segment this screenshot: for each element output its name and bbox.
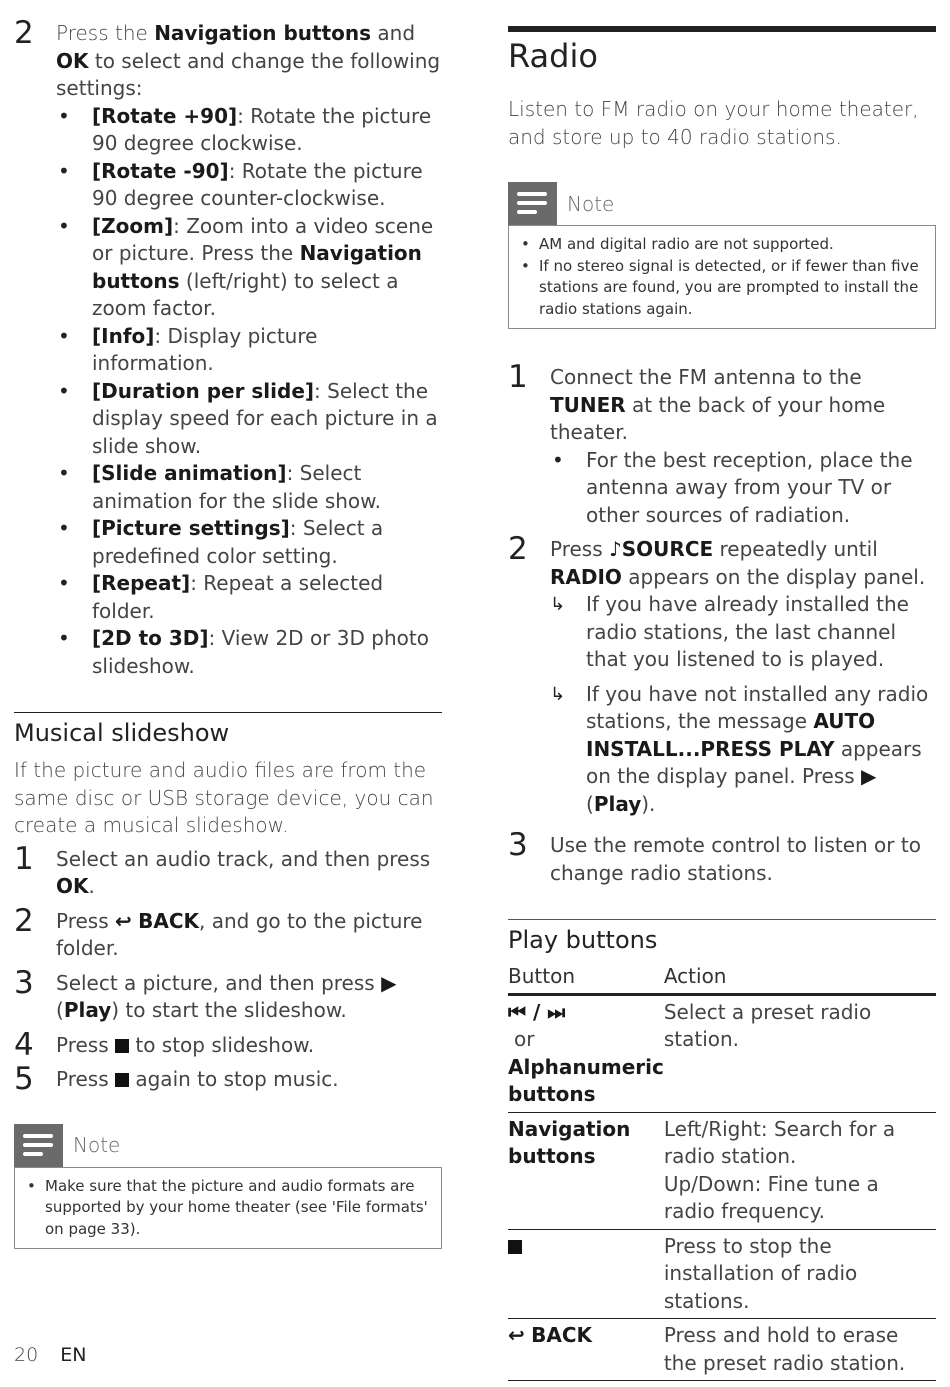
section-divider <box>508 919 936 920</box>
play-icon: ▶ <box>381 970 397 995</box>
list-item: • [2D to 3D]: View 2D or 3D photo slideshow. <box>56 625 442 680</box>
step-item: 2 Press ↩ BACK, and go to the picture folder. <box>14 902 423 960</box>
step-item: 4 Press to stop slideshow. <box>14 1026 315 1063</box>
stop-icon <box>115 1073 129 1087</box>
list-item: • [Zoom]: Zoom into a video scene or picture. Press the Navigation buttons (left/right) to select a zoom factor. <box>56 213 442 323</box>
music-note-icon: ♪ <box>609 537 622 561</box>
step-item: 5 Press again to stop music. <box>14 1061 339 1097</box>
stop-icon <box>508 1240 522 1254</box>
right-column <box>508 0 936 1381</box>
prev-next-icon: ⏮ / ⏭ <box>508 999 566 1024</box>
language-code: EN <box>60 1344 87 1366</box>
stop-icon <box>115 1039 129 1053</box>
list-item: • [Repeat]: Repeat a selected folder. <box>56 570 442 625</box>
note-box <box>508 225 936 329</box>
note-item: • If no stereo signal is detected, or if fewer than five stations are found, you are prompted to install the radio stations again. <box>519 256 925 321</box>
radio-intro: Listen to FM radio on your home theater, and store up to 40 radio stations. <box>508 97 919 149</box>
page-number: 20 <box>14 1344 39 1366</box>
radio-step-1: 1 Connect the FM antenna to the TUNER at the back of your home theater. • For the best reception, place the antenna away from your TV or other sources of radiation. <box>508 364 936 529</box>
note-panel <box>14 1124 442 1250</box>
left-column <box>14 0 442 1249</box>
result-item: ↳ If you have already installed the radio stations, the last channel that you listened to is played. <box>550 592 909 671</box>
section-intro: If the picture and audio files are from the same disc or USB storage device, you can create a musical slideshow. <box>14 758 434 837</box>
table-header <box>508 960 936 994</box>
result-arrow-icon: ↳ <box>550 683 566 705</box>
play-icon: ▶ <box>861 764 877 788</box>
list-item: • [Rotate +90]: Rotate the picture 90 degree clockwise. <box>56 103 442 158</box>
step-item: 1 Select an audio track, and then press OK. <box>14 840 431 898</box>
note-header <box>508 182 936 225</box>
note-icon <box>14 1124 63 1167</box>
slideshow-steps <box>14 840 442 1097</box>
note-icon <box>508 182 557 225</box>
radio-step-3: 3 Use the remote control to listen or to change radio stations. <box>508 827 921 885</box>
page-title: Radio <box>508 37 598 75</box>
note-panel <box>508 182 936 329</box>
section-title: Musical slideshow <box>14 719 230 747</box>
note-title: Note <box>73 1133 121 1157</box>
table-row: ⏮ / ⏭ or Alphanumeric buttons Select a preset radio station. <box>508 994 936 1112</box>
back-icon: ↩ <box>508 1323 525 1347</box>
radio-step-2: 2 Press ♪SOURCE repeatedly until RADIO appears on the display panel. ↳ If you have already installed the radio stations, the last channel that you listened to is played. ↳ If you have not installed any radio stations, the message AUTO INSTALL...PRESS PLAY appears on the display panel. Press ▶ (Play). <box>508 536 936 818</box>
section-top-rule <box>508 26 936 32</box>
table-row: ↩ BACK Press and hold to erase the preset radio station. <box>508 1319 936 1381</box>
page-footer <box>14 1344 86 1366</box>
note-title: Note <box>567 191 615 216</box>
list-item: • For the best reception, place the antenna away from your TV or other sources of radiation. <box>550 447 936 530</box>
back-icon: ↩ <box>115 908 132 933</box>
section-title: Play buttons <box>508 926 658 954</box>
play-buttons-table <box>508 960 936 1381</box>
table-row: Navigation buttons Left/Right: Search for a radio station. Up/Down: Fine tune a radio frequency. <box>508 1112 936 1229</box>
result-arrow-icon: ↳ <box>550 594 566 615</box>
list-item: • [Duration per slide]: Select the display speed for each picture in a slide show. <box>56 378 442 461</box>
note-box <box>14 1167 442 1250</box>
column-header: Button <box>508 960 664 994</box>
list-item: • [Slide animation]: Select animation for the slide show. <box>56 460 442 515</box>
step-number: 2 <box>14 15 34 51</box>
settings-list <box>14 103 442 681</box>
step-item: 3 Select a picture, and then press ▶ (Play) to start the slideshow. <box>14 964 397 1022</box>
section-divider <box>14 712 442 713</box>
note-header <box>14 1124 442 1167</box>
photo-options-step: 2 Press the Navigation buttons and OK to select and change the following settings: <box>14 15 441 100</box>
list-item: • [Picture settings]: Select a predefined color setting. <box>56 515 442 570</box>
note-item: • AM and digital radio are not supported. <box>519 234 925 256</box>
table-row: Press to stop the installation of radio stations. <box>508 1229 936 1319</box>
list-item: • [Rotate -90]: Rotate the picture 90 degree counter-clockwise. <box>56 158 442 213</box>
note-item: • Make sure that the picture and audio formats are supported by your home theater (see 'File formats' on page 33). <box>25 1176 431 1241</box>
list-item: • [Info]: Display picture information. <box>56 323 442 378</box>
result-item: ↳ If you have not installed any radio stations, the message AUTO INSTALL...PRESS PLAY appears on the display panel. Press ▶ (Play). <box>550 681 929 816</box>
column-header: Action <box>664 960 936 994</box>
